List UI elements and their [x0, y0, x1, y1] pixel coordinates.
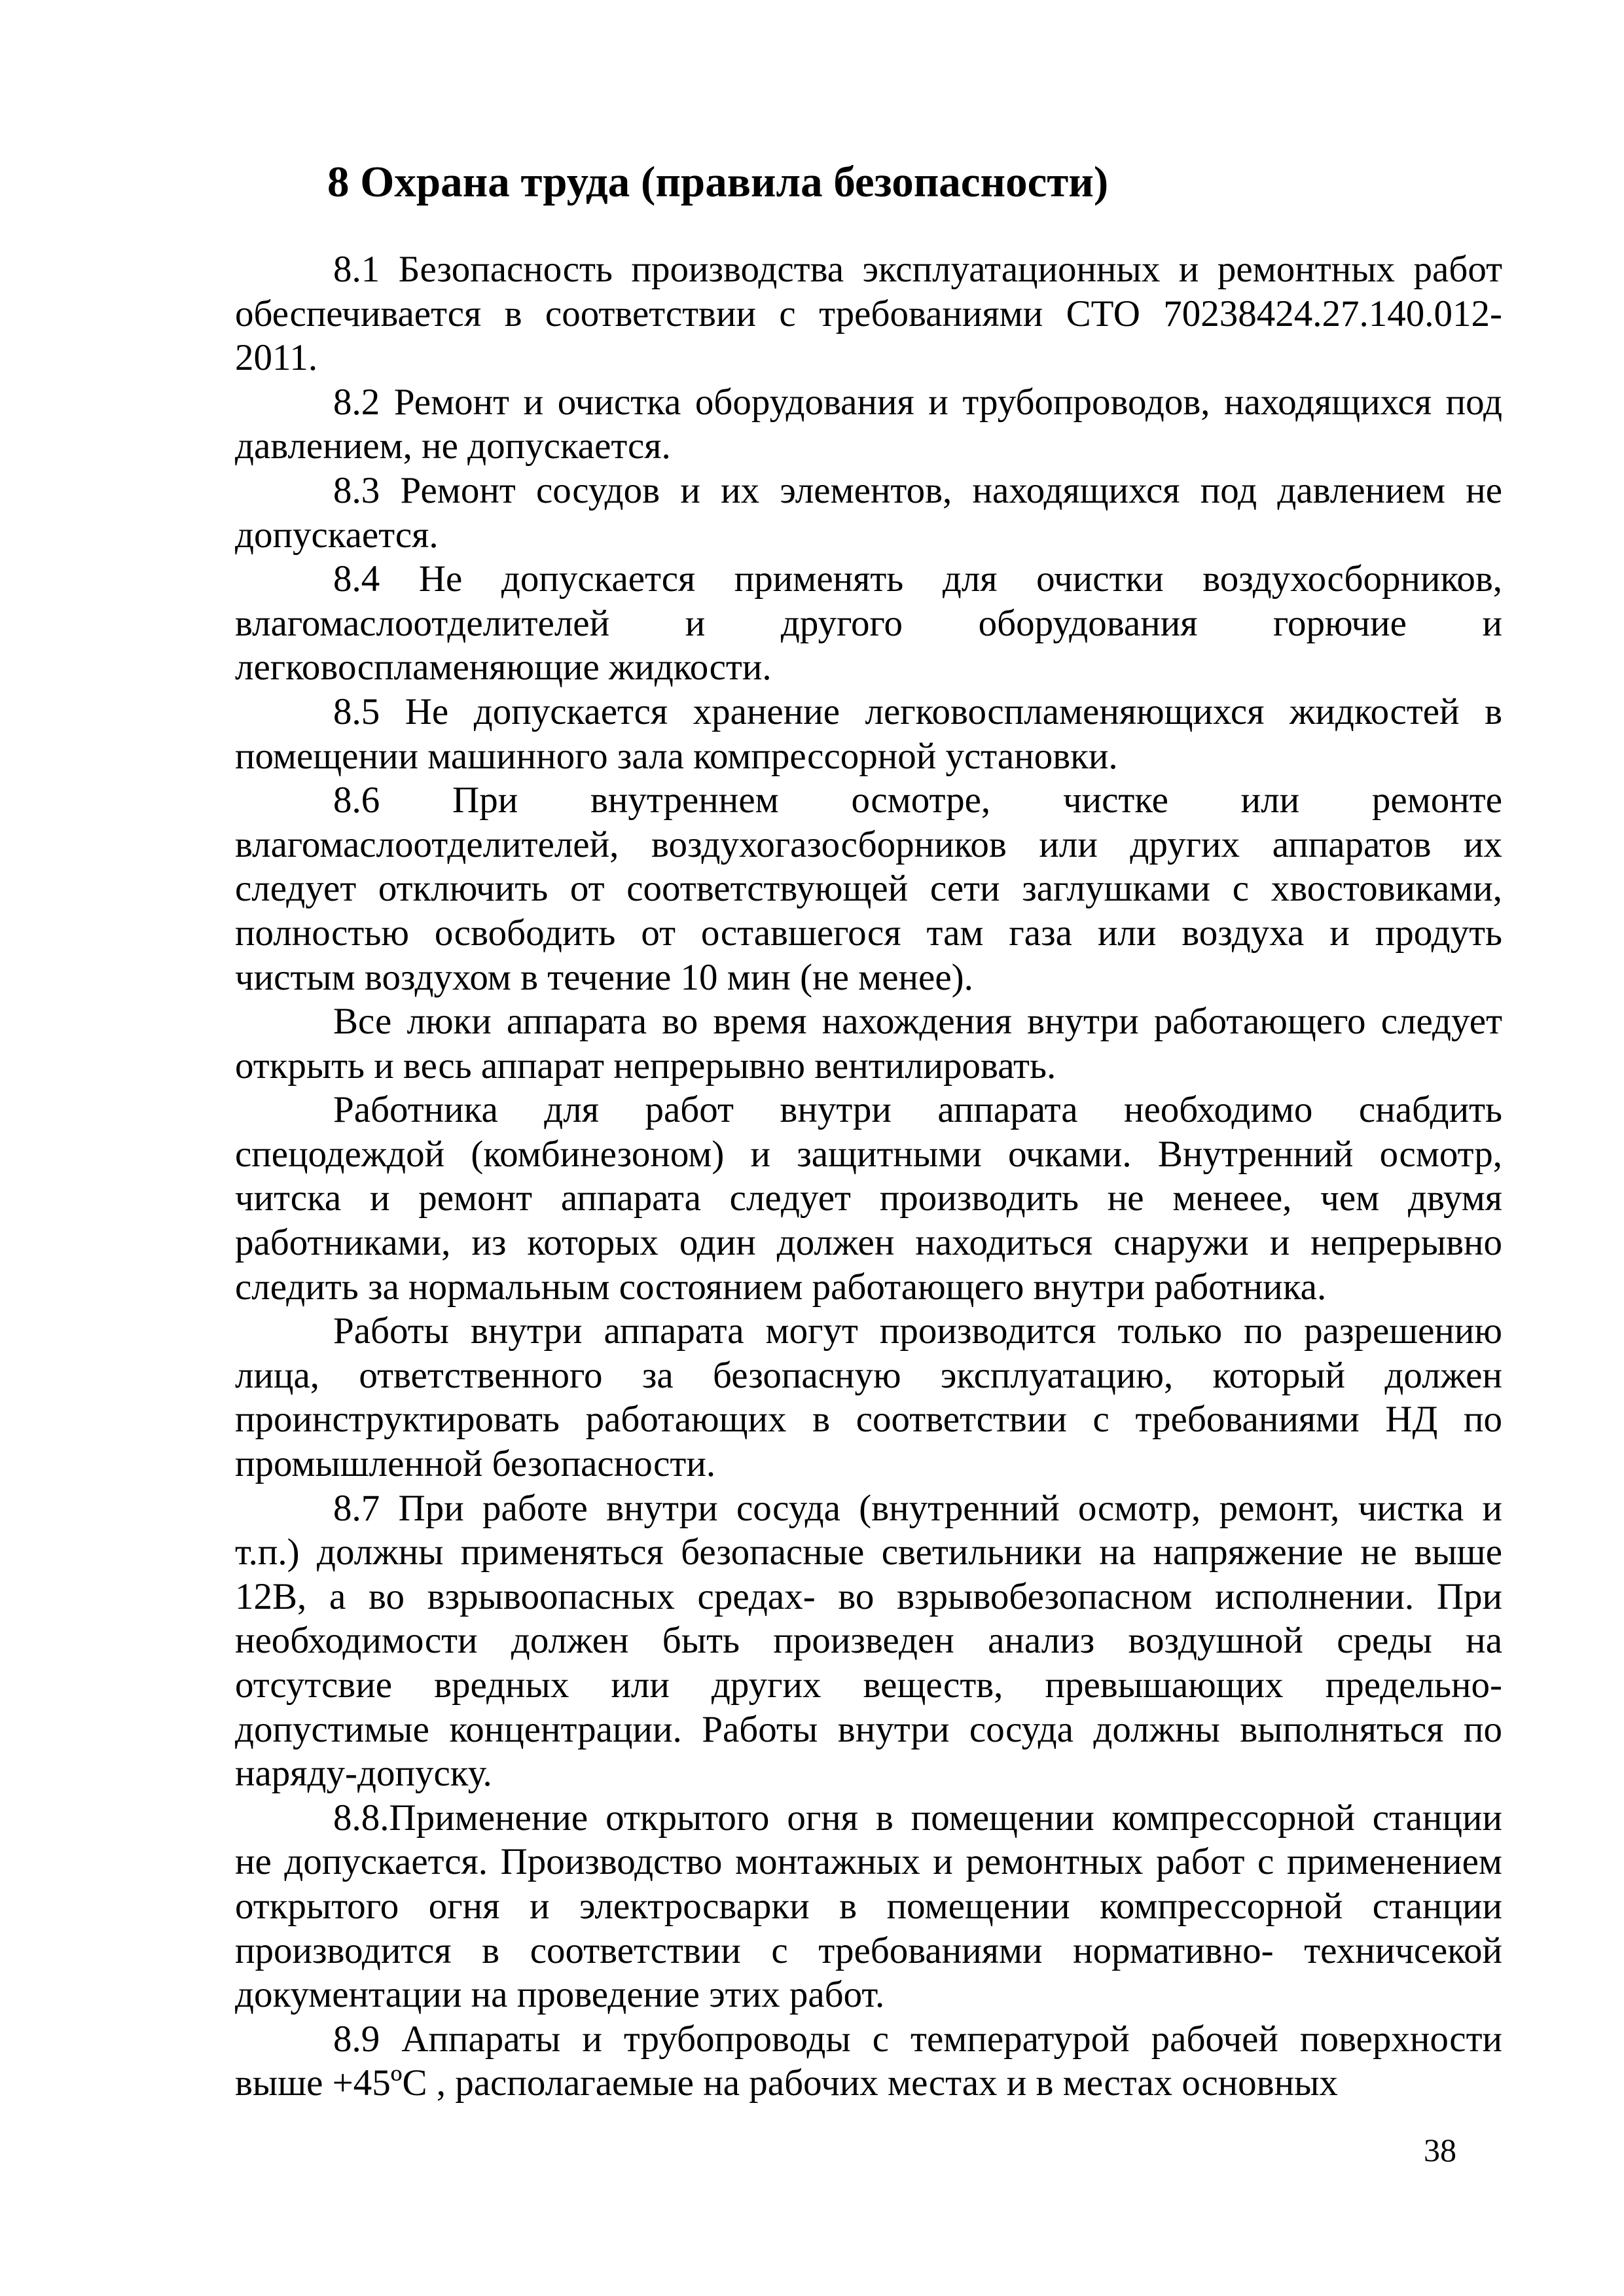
text-line: 8.3 Ремонт сосудов и их элементов, находящихся под давлением не: [333, 469, 1502, 511]
text-line: Работы внутри аппарата могут производится только по разрешению: [333, 1310, 1502, 1352]
paragraph: [235, 380, 1502, 469]
text-line: 12В, а во взрывоопасных средах- во взрывобезопасном исполнении. При: [235, 1575, 1502, 1617]
text-line: помещении машинного зала компрессорной установки.: [235, 735, 1118, 777]
text-line: 8.7 При работе внутри сосуда (внутренний осмотр, ремонт, чистка и: [333, 1487, 1502, 1529]
text-line: производится в соответствии с требованиями нормативно- техничсекой: [235, 1929, 1502, 1971]
paragraph: [235, 1088, 1502, 1309]
text-line: выше +45ºС , располагаемые на рабочих местах и в местах основных: [235, 2062, 1338, 2104]
text-line: 8.9 Аппараты и трубопроводы с температурой рабочей поверхности: [333, 2018, 1502, 2060]
paragraph: [235, 1796, 1502, 2017]
paragraph: [235, 999, 1502, 1088]
text-line: необходимости должен быть произведен анализ воздушной среды на: [235, 1620, 1502, 1662]
text-line: влагомаслоотделителей и другого оборудования горючие и: [235, 602, 1502, 644]
text-line: 8.8.Применение открытого огня в помещении компрессорной станции: [333, 1797, 1502, 1839]
text-line: 8.1 Безопасность производства эксплуатационных и ремонтных работ: [333, 249, 1502, 290]
text-line: открыть и весь аппарат непрерывно вентилировать.: [235, 1045, 1056, 1086]
text-line: проинструктировать работающих в соответствии с требованиями НД по: [235, 1399, 1502, 1441]
text-line: не допускается. Производство монтажных и ремонтных работ с применением: [235, 1841, 1502, 1883]
text-line: Все люки аппарата во время нахождения внутри работающего следует: [333, 1001, 1502, 1043]
text-line: отсутсвие вредных или других веществ, превышающих предельно-: [235, 1664, 1502, 1706]
text-line: спецодеждой (комбинезоном) и защитными очками. Внутренний осмотр,: [235, 1133, 1502, 1175]
paragraph: [235, 690, 1502, 778]
text-line: 8.4 Не допускается применять для очистки воздухосборников,: [333, 558, 1502, 600]
text-line: 2011.: [235, 337, 318, 379]
text-line: следить за нормальным состоянием работающего внутри работника.: [235, 1266, 1327, 1308]
section-heading: 8 Охрана труда (правила безопасности): [327, 158, 1109, 206]
text-line: влагомаслоотделителей, воздухогазосборников или других аппаратов их: [235, 823, 1502, 865]
text-line: документации на проведение этих работ.: [235, 1974, 885, 2016]
text-line: допустимые концентрации. Работы внутри сосуда должны выполняться по: [235, 1708, 1502, 1750]
text-line: 8.2 Ремонт и очистка оборудования и трубопроводов, находящихся под: [333, 381, 1502, 423]
paragraph: [235, 557, 1502, 690]
text-line: обеспечивается в соответствии с требованиями СТО 70238424.27.140.012-: [235, 293, 1502, 334]
text-line: промышленной безопасности.: [235, 1443, 716, 1485]
text-line: читска и ремонт аппарата следует производить не менеее, чем двумя: [235, 1177, 1502, 1219]
section-body: [235, 247, 1502, 2106]
text-line: следует отключить от соответствующей сети заглушками с хвостовиками,: [235, 868, 1502, 910]
paragraph: [235, 2017, 1502, 2106]
page-number: 38: [1424, 2132, 1456, 2168]
text-line: легковоспламеняющие жидкости.: [235, 647, 772, 689]
paragraph: [235, 1486, 1502, 1796]
text-line: лица, ответственного за безопасную эксплуатацию, который должен: [235, 1354, 1502, 1396]
text-line: наряду-допуску.: [235, 1753, 492, 1795]
text-line: Работника для работ внутри аппарата необходимо снабдить: [333, 1089, 1502, 1131]
text-line: работниками, из которых один должен находиться снаружи и непрерывно: [235, 1222, 1502, 1264]
paragraph: [235, 778, 1502, 999]
text-line: давлением, не допускается.: [235, 425, 671, 467]
text-line: 8.5 Не допускается хранение легковоспламеняющихся жидкостей в: [333, 691, 1502, 732]
text-line: допускается.: [235, 514, 439, 556]
text-line: открытого огня и электросварки в помещении компрессорной станции: [235, 1885, 1502, 1927]
text-line: чистым воздухом в течение 10 мин (не менее).: [235, 956, 973, 998]
paragraph: [235, 1309, 1502, 1486]
text-line: т.п.) должны применяться безопасные светильники на напряжение не выше: [235, 1532, 1502, 1573]
text-line: полностью освободить от оставшегося там газа или воздуха и продуть: [235, 912, 1502, 954]
paragraph: [235, 469, 1502, 557]
paragraph: [235, 247, 1502, 380]
text-line: 8.6 При внутреннем осмотре, чистке или ремонте: [333, 780, 1502, 821]
